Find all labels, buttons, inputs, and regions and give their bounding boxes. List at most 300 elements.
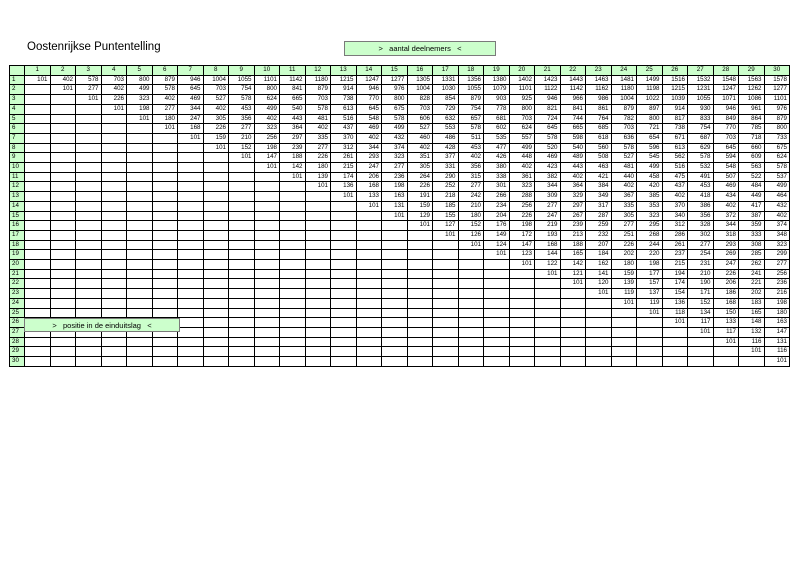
- table-cell: 1563: [739, 75, 765, 85]
- column-header: 7: [178, 66, 204, 76]
- column-header-row: [10, 66, 790, 76]
- table-cell: 299: [764, 250, 790, 260]
- table-cell: 174: [331, 172, 357, 182]
- table-cell: 428: [433, 143, 459, 153]
- table-cell: 1030: [433, 85, 459, 95]
- table-cell: 879: [152, 75, 178, 85]
- table-cell: 800: [254, 85, 280, 95]
- table-cell: [433, 357, 459, 367]
- table-cell: [101, 114, 127, 124]
- table-cell: [509, 327, 535, 337]
- table-cell: [127, 269, 153, 279]
- table-cell: [254, 192, 280, 202]
- table-cell: 101: [152, 124, 178, 134]
- table-cell: 380: [484, 163, 510, 173]
- table-cell: 770: [713, 124, 739, 134]
- table-cell: 101: [535, 269, 561, 279]
- table-cell: [25, 153, 51, 163]
- table-cell: 1423: [535, 75, 561, 85]
- table-cell: [101, 347, 127, 357]
- table-cell: [178, 182, 204, 192]
- table-cell: 578: [611, 143, 637, 153]
- table-cell: [127, 308, 153, 318]
- table-cell: [178, 269, 204, 279]
- table-cell: [407, 269, 433, 279]
- table-cell: 101: [382, 211, 408, 221]
- table-cell: 247: [356, 163, 382, 173]
- table-cell: 286: [662, 230, 688, 240]
- table-cell: [280, 192, 306, 202]
- table-cell: [76, 298, 102, 308]
- table-cell: 190: [688, 279, 714, 289]
- table-cell: 402: [764, 211, 790, 221]
- table-cell: 560: [586, 143, 612, 153]
- table-row: [10, 221, 790, 231]
- table-cell: 914: [662, 104, 688, 114]
- table-cell: [127, 172, 153, 182]
- table-cell: 854: [433, 95, 459, 105]
- table-cell: [101, 133, 127, 143]
- table-cell: 142: [560, 260, 586, 270]
- table-cell: 925: [509, 95, 535, 105]
- table-cell: 527: [407, 124, 433, 134]
- table-cell: 359: [739, 221, 765, 231]
- table-cell: [560, 327, 586, 337]
- table-cell: [509, 308, 535, 318]
- table-cell: [560, 289, 586, 299]
- table-cell: [560, 298, 586, 308]
- table-cell: [331, 269, 357, 279]
- table-cell: [127, 357, 153, 367]
- row-header: 13: [10, 192, 25, 202]
- table-cell: 624: [254, 95, 280, 105]
- table-cell: [25, 269, 51, 279]
- table-cell: [331, 230, 357, 240]
- table-cell: [280, 221, 306, 231]
- table-cell: 266: [484, 192, 510, 202]
- table-cell: [535, 337, 561, 347]
- table-cell: [25, 211, 51, 221]
- table-cell: 305: [611, 211, 637, 221]
- table-cell: 754: [229, 85, 255, 95]
- table-cell: [382, 347, 408, 357]
- table-cell: 449: [739, 192, 765, 202]
- table-cell: [127, 289, 153, 299]
- row-header: 22: [10, 279, 25, 289]
- table-cell: 191: [407, 192, 433, 202]
- table-cell: [127, 153, 153, 163]
- table-cell: 117: [688, 318, 714, 328]
- table-cell: 127: [433, 221, 459, 231]
- table-cell: 285: [739, 250, 765, 260]
- table-cell: 293: [713, 240, 739, 250]
- table-cell: 537: [764, 172, 790, 182]
- table-cell: [50, 337, 76, 347]
- table-cell: [254, 318, 280, 328]
- table-cell: 402: [356, 133, 382, 143]
- table-cell: 562: [662, 153, 688, 163]
- table-cell: 685: [586, 124, 612, 134]
- table-cell: 101: [407, 221, 433, 231]
- column-header: 30: [764, 66, 790, 76]
- table-cell: [152, 308, 178, 318]
- table-cell: 288: [509, 192, 535, 202]
- table-cell: [433, 250, 459, 260]
- row-header: 23: [10, 289, 25, 299]
- table-cell: 213: [560, 230, 586, 240]
- table-cell: [305, 357, 331, 367]
- table-cell: 259: [586, 221, 612, 231]
- table-cell: [305, 240, 331, 250]
- table-cell: 372: [713, 211, 739, 221]
- table-cell: [76, 114, 102, 124]
- table-cell: [127, 250, 153, 260]
- table-cell: 828: [407, 95, 433, 105]
- table-cell: [305, 337, 331, 347]
- table-cell: [127, 182, 153, 192]
- table-cell: 770: [356, 95, 382, 105]
- table-cell: 481: [611, 163, 637, 173]
- table-cell: [535, 308, 561, 318]
- table-cell: 499: [127, 85, 153, 95]
- table-cell: 234: [484, 201, 510, 211]
- table-cell: 764: [586, 114, 612, 124]
- table-cell: 220: [637, 250, 663, 260]
- table-cell: [203, 201, 229, 211]
- row-header: 15: [10, 211, 25, 221]
- table-cell: 377: [433, 153, 459, 163]
- table-cell: 654: [637, 133, 663, 143]
- table-cell: [50, 230, 76, 240]
- table-cell: 101: [280, 172, 306, 182]
- table-cell: 469: [356, 124, 382, 134]
- table-cell: 578: [458, 124, 484, 134]
- table-cell: [509, 298, 535, 308]
- table-cell: [407, 240, 433, 250]
- table-cell: 163: [764, 318, 790, 328]
- table-cell: 262: [739, 260, 765, 270]
- table-cell: 218: [433, 192, 459, 202]
- table-cell: [713, 347, 739, 357]
- table-cell: [50, 211, 76, 221]
- table-cell: 101: [688, 327, 714, 337]
- table-cell: [407, 327, 433, 337]
- table-cell: [178, 279, 204, 289]
- table-cell: [127, 260, 153, 270]
- table-cell: 402: [560, 172, 586, 182]
- table-cell: [433, 260, 459, 270]
- table-cell: [356, 211, 382, 221]
- table-cell: 312: [331, 143, 357, 153]
- table-cell: 364: [560, 182, 586, 192]
- table-cell: 315: [458, 172, 484, 182]
- table-cell: [433, 308, 459, 318]
- table-cell: [101, 260, 127, 270]
- table-cell: [280, 250, 306, 260]
- table-cell: 277: [688, 240, 714, 250]
- table-cell: 1004: [407, 85, 433, 95]
- table-cell: [25, 192, 51, 202]
- table-cell: [254, 279, 280, 289]
- table-cell: 101: [76, 95, 102, 105]
- table-cell: 348: [764, 230, 790, 240]
- table-cell: [280, 357, 306, 367]
- table-cell: 168: [178, 124, 204, 134]
- table-cell: 349: [586, 192, 612, 202]
- table-cell: 226: [407, 182, 433, 192]
- table-cell: [254, 211, 280, 221]
- table-cell: [101, 211, 127, 221]
- table-cell: 168: [356, 182, 382, 192]
- table-cell: 194: [662, 269, 688, 279]
- table-cell: 364: [280, 124, 306, 134]
- table-cell: [586, 308, 612, 318]
- table-cell: 402: [713, 201, 739, 211]
- table-cell: [25, 357, 51, 367]
- row-header: 14: [10, 201, 25, 211]
- table-cell: 548: [713, 163, 739, 173]
- table-cell: [407, 357, 433, 367]
- table-cell: 976: [382, 85, 408, 95]
- table-cell: [50, 289, 76, 299]
- table-cell: 290: [433, 172, 459, 182]
- table-cell: [229, 172, 255, 182]
- table-cell: [356, 279, 382, 289]
- table-cell: [76, 153, 102, 163]
- row-header: 25: [10, 308, 25, 318]
- table-cell: 1071: [713, 95, 739, 105]
- table-cell: [25, 143, 51, 153]
- table-cell: 338: [484, 172, 510, 182]
- table-cell: [178, 289, 204, 299]
- table-cell: 402: [305, 124, 331, 134]
- table-cell: [50, 133, 76, 143]
- table-cell: 703: [101, 75, 127, 85]
- table-cell: [101, 124, 127, 134]
- table-cell: [101, 308, 127, 318]
- row-header: 28: [10, 337, 25, 347]
- position-callout: > positie in de einduitslag <: [24, 318, 180, 332]
- table-cell: [356, 250, 382, 260]
- table-cell: [688, 347, 714, 357]
- table-cell: [484, 357, 510, 367]
- table-cell: [484, 289, 510, 299]
- table-cell: [356, 221, 382, 231]
- table-cell: [50, 201, 76, 211]
- table-cell: 277: [611, 221, 637, 231]
- table-cell: 177: [637, 269, 663, 279]
- table-cell: 180: [458, 211, 484, 221]
- table-cell: [76, 347, 102, 357]
- table-cell: 188: [280, 153, 306, 163]
- table-cell: 1101: [254, 75, 280, 85]
- table-cell: [458, 298, 484, 308]
- table-cell: 155: [433, 211, 459, 221]
- table-cell: [458, 347, 484, 357]
- table-cell: [254, 221, 280, 231]
- row-header: 4: [10, 104, 25, 114]
- table-cell: [305, 192, 331, 202]
- table-cell: 144: [535, 250, 561, 260]
- table-cell: 1215: [662, 85, 688, 95]
- table-cell: [152, 221, 178, 231]
- table-row: [10, 260, 790, 270]
- table-cell: 703: [407, 104, 433, 114]
- table-cell: [50, 269, 76, 279]
- table-cell: [509, 289, 535, 299]
- table-cell: 293: [356, 153, 382, 163]
- table-cell: 152: [229, 143, 255, 153]
- row-header: 30: [10, 357, 25, 367]
- table-cell: [382, 279, 408, 289]
- table-cell: [203, 269, 229, 279]
- table-cell: 516: [662, 163, 688, 173]
- table-cell: 385: [637, 192, 663, 202]
- table-cell: [407, 230, 433, 240]
- table-cell: [25, 240, 51, 250]
- table-cell: [382, 357, 408, 367]
- table-cell: 499: [382, 124, 408, 134]
- table-row: [10, 201, 790, 211]
- table-cell: 226: [509, 211, 535, 221]
- table-cell: 961: [739, 104, 765, 114]
- table-cell: [25, 114, 51, 124]
- table-cell: [50, 240, 76, 250]
- table-cell: 1402: [509, 75, 535, 85]
- column-header: 5: [127, 66, 153, 76]
- table-cell: [50, 357, 76, 367]
- table-cell: 645: [713, 143, 739, 153]
- column-header: 17: [433, 66, 459, 76]
- table-cell: [637, 357, 663, 367]
- table-cell: [152, 182, 178, 192]
- table-cell: [76, 211, 102, 221]
- table-row: [10, 85, 790, 95]
- table-cell: 101: [254, 163, 280, 173]
- table-cell: 374: [764, 221, 790, 231]
- table-cell: [101, 269, 127, 279]
- table-cell: 724: [535, 114, 561, 124]
- row-header: 1: [10, 75, 25, 85]
- table-cell: 261: [331, 153, 357, 163]
- table-row: [10, 153, 790, 163]
- table-cell: 183: [739, 298, 765, 308]
- table-cell: 119: [611, 289, 637, 299]
- table-cell: 133: [356, 192, 382, 202]
- table-cell: [229, 357, 255, 367]
- table-cell: [382, 250, 408, 260]
- page-title: Oostenrijkse Puntentelling: [27, 41, 161, 53]
- table-row: [10, 75, 790, 85]
- table-cell: [101, 289, 127, 299]
- table-cell: [382, 298, 408, 308]
- table-cell: 277: [305, 143, 331, 153]
- table-cell: 277: [535, 201, 561, 211]
- table-cell: [76, 260, 102, 270]
- column-header: 10: [254, 66, 280, 76]
- table-cell: 800: [382, 95, 408, 105]
- table-cell: 129: [407, 211, 433, 221]
- table-cell: [229, 269, 255, 279]
- table-cell: 198: [764, 298, 790, 308]
- table-cell: 861: [586, 104, 612, 114]
- table-cell: [662, 337, 688, 347]
- table-cell: [458, 308, 484, 318]
- table-cell: 437: [331, 124, 357, 134]
- table-cell: [76, 182, 102, 192]
- table-cell: 402: [407, 143, 433, 153]
- table-cell: 548: [356, 114, 382, 124]
- table-cell: 387: [739, 211, 765, 221]
- table-cell: [203, 357, 229, 367]
- table-row: [10, 337, 790, 347]
- table-cell: [229, 327, 255, 337]
- table-cell: 499: [637, 163, 663, 173]
- table-cell: [25, 95, 51, 105]
- table-cell: 469: [178, 95, 204, 105]
- table-cell: 1516: [662, 75, 688, 85]
- table-cell: [484, 308, 510, 318]
- table-cell: [662, 327, 688, 337]
- table-cell: [331, 211, 357, 221]
- table-cell: 703: [611, 124, 637, 134]
- table-cell: [433, 347, 459, 357]
- table-cell: [382, 269, 408, 279]
- table-cell: 675: [764, 143, 790, 153]
- table-cell: 101: [586, 289, 612, 299]
- table-cell: [178, 308, 204, 318]
- table-cell: [229, 318, 255, 328]
- table-cell: 545: [637, 153, 663, 163]
- table-cell: 535: [484, 133, 510, 143]
- table-cell: [356, 269, 382, 279]
- table-cell: [152, 347, 178, 357]
- table-cell: 232: [586, 230, 612, 240]
- table-cell: 1086: [739, 95, 765, 105]
- table-cell: [229, 337, 255, 347]
- table-cell: [331, 279, 357, 289]
- row-header: 9: [10, 153, 25, 163]
- table-cell: 256: [254, 133, 280, 143]
- table-cell: 239: [280, 143, 306, 153]
- table-cell: [101, 143, 127, 153]
- table-cell: 437: [662, 182, 688, 192]
- table-cell: 1331: [433, 75, 459, 85]
- table-cell: 703: [713, 133, 739, 143]
- row-header: 6: [10, 124, 25, 134]
- table-cell: 434: [713, 192, 739, 202]
- row-header: 17: [10, 230, 25, 240]
- table-cell: [280, 269, 306, 279]
- table-cell: 323: [637, 211, 663, 221]
- table-cell: [229, 260, 255, 270]
- table-cell: 1022: [637, 95, 663, 105]
- table-cell: [127, 298, 153, 308]
- table-cell: 101: [611, 298, 637, 308]
- table-cell: 119: [637, 298, 663, 308]
- table-cell: 277: [76, 85, 102, 95]
- table-cell: [178, 347, 204, 357]
- table-cell: [101, 221, 127, 231]
- table-cell: [407, 318, 433, 328]
- column-header: 4: [101, 66, 127, 76]
- table-cell: 432: [764, 201, 790, 211]
- table-cell: 782: [611, 114, 637, 124]
- table-cell: [611, 318, 637, 328]
- table-row: [10, 163, 790, 173]
- table-cell: 267: [560, 211, 586, 221]
- table-cell: [50, 260, 76, 270]
